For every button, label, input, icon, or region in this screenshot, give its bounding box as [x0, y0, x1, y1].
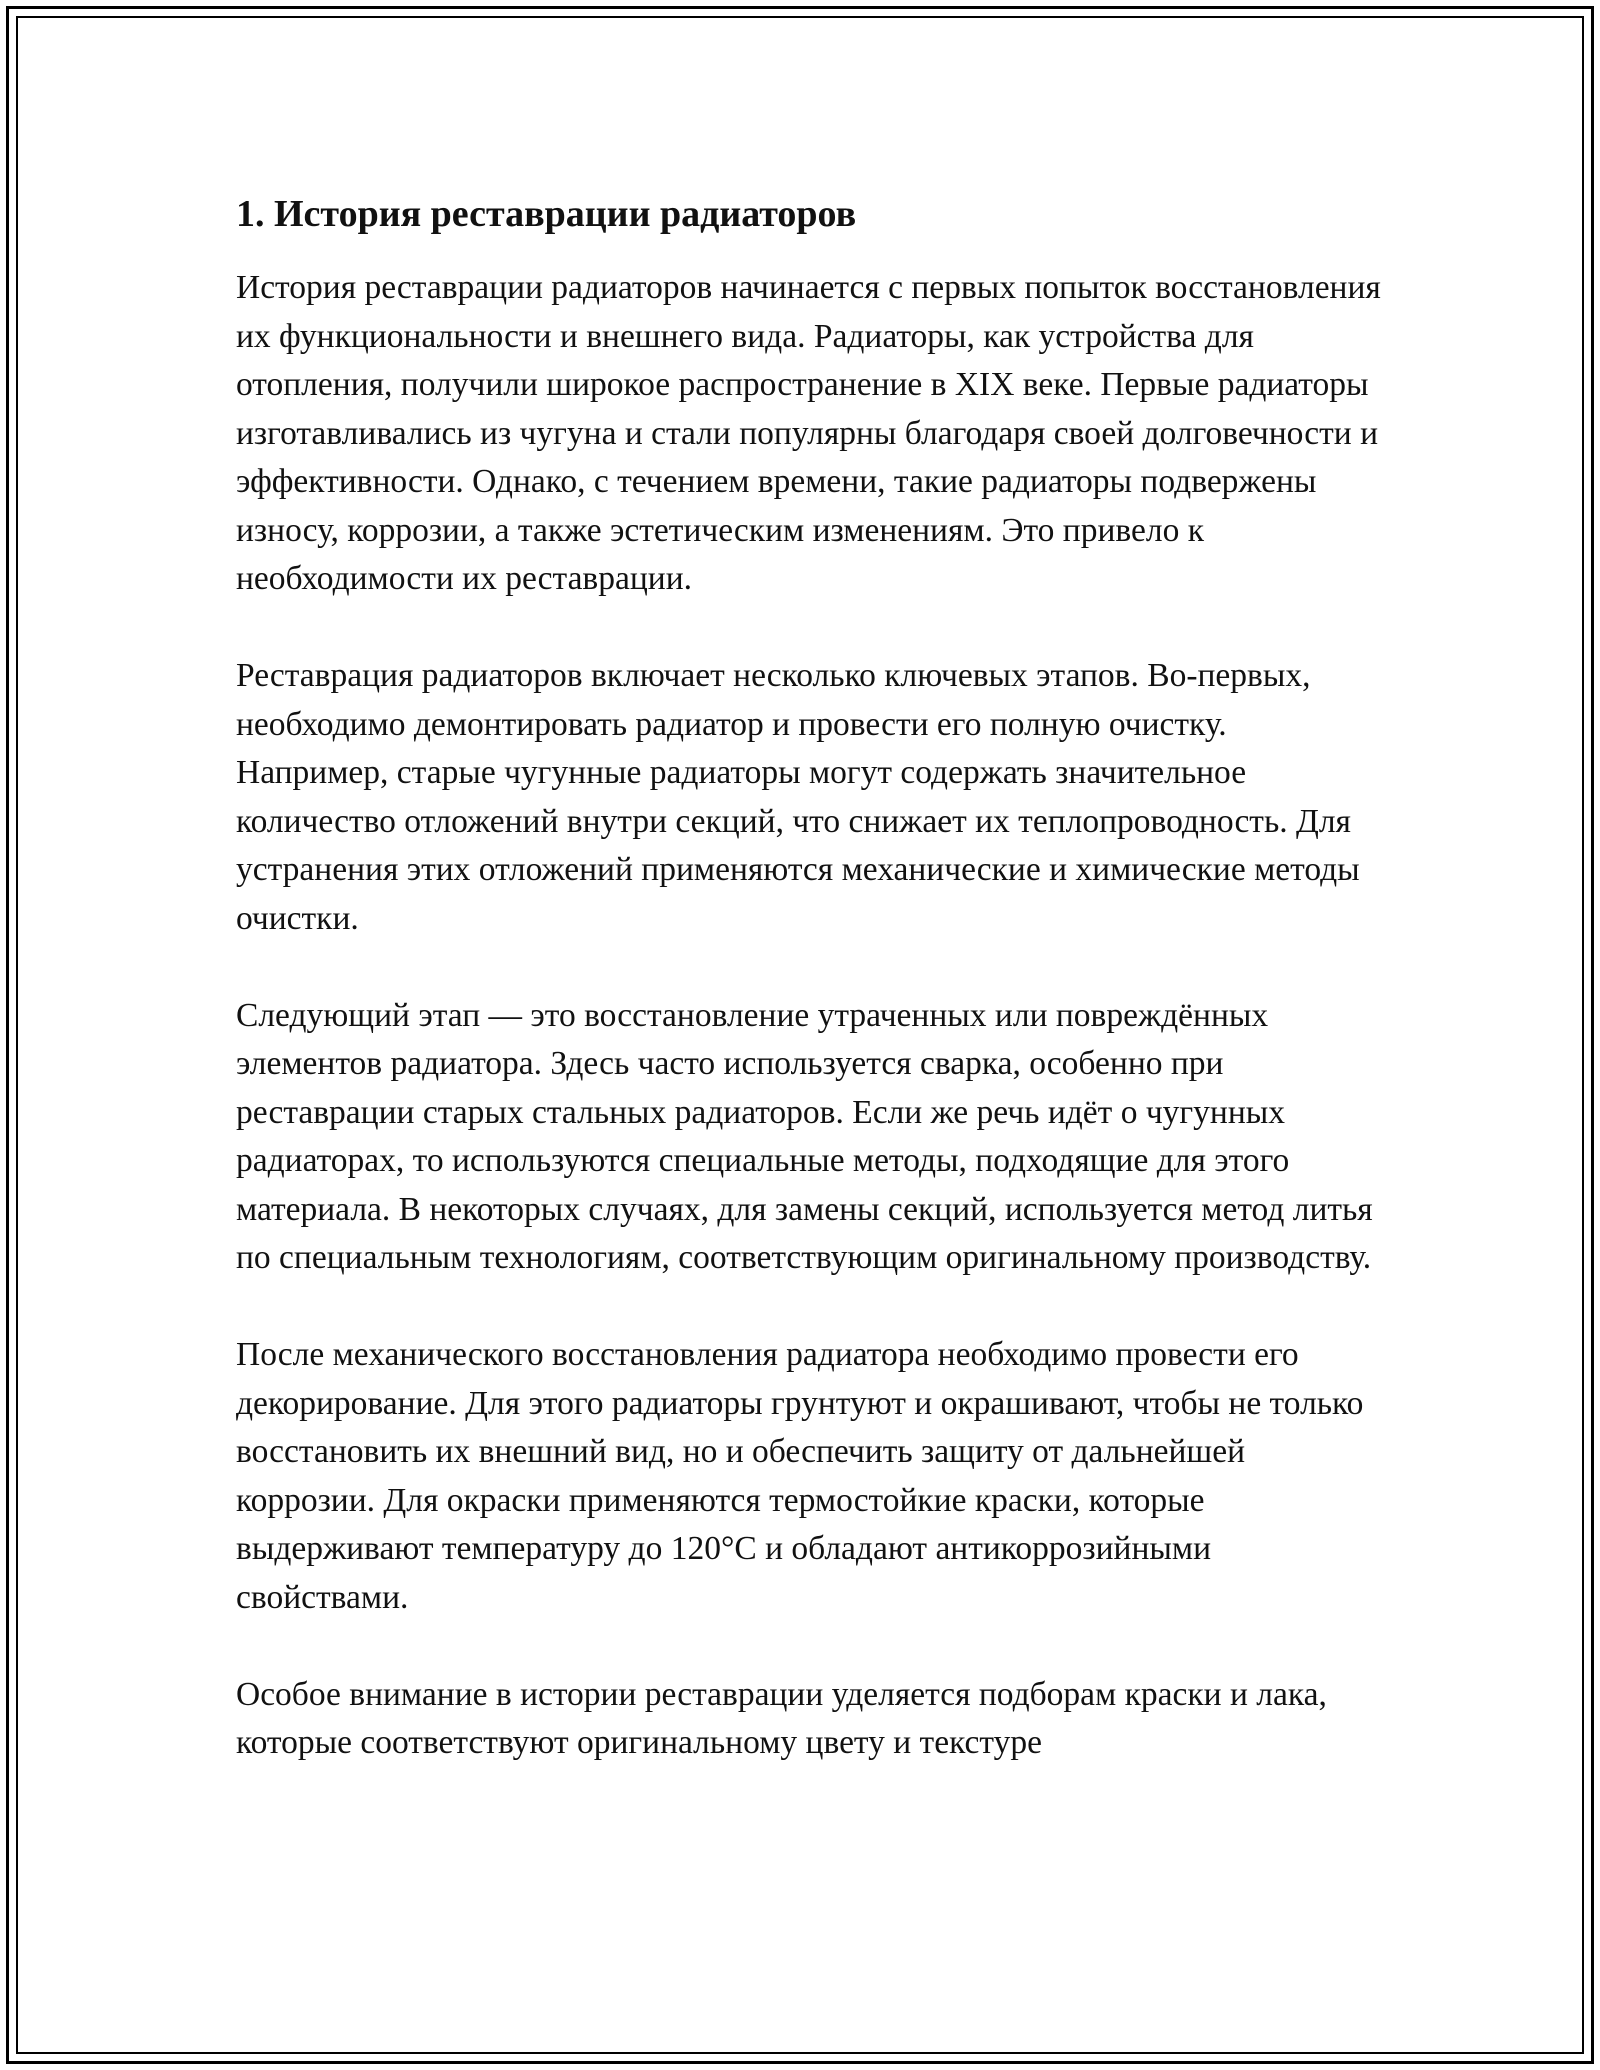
paragraph-5: Особое внимание в истории реставрации уделяется подборам краски и лака, которые соответствуют оригинальному цвету и текстуре — [236, 1675, 1327, 1761]
paragraph-1: История реставрации радиаторов начинается с первых попыток восстановления их функциональности и внешнего вида. Радиаторы, как устройства для отопления, получили широкое распространение в XIX веке. Первые радиаторы изготавливались из чугуна и стали популярны благодаря своей долговечности и эффективности. Однако, с течением времени, такие радиаторы подвержены износу, коррозии, а также эстетическим изменениям. Это привело к необходимости их реставрации. — [236, 269, 1381, 597]
section-heading: 1. История реставрации радиаторов — [236, 193, 857, 235]
paragraph-2: Реставрация радиаторов включает несколько ключевых этапов. Во-первых, необходимо демонтировать радиатор и провести его полную очистку. Например, старые чугунные радиаторы могут содержать значительное количество отложений внутри секций, что снижает их теплопроводность. Для устранения этих отложений применяются механические и химические методы очистки. — [236, 657, 1360, 937]
paragraph-3: Следующий этап — это восстановление утраченных или повреждённых элементов радиатора. Здесь часто используется сварка, особенно при реставрации старых стальных радиаторов. Если же речь идёт о чугунных радиаторах, то используются специальные методы, подходящие для этого материала. В некоторых случаях, для замены секций, используется метод литья по специальным технологиям, соответствующим оригинальному производству. — [236, 996, 1373, 1276]
paragraph-4: После механического восстановления радиатора необходимо провести его декорирование. Для этого радиаторы грунтуют и окрашивают, чтобы не только восстановить их внешний вид, но и обеспечить защиту от дальнейшей коррозии. Для окраски применяются термостойкие краски, которые выдерживают температуру до 120°C и обладают антикоррозийными свойствами. — [236, 1336, 1364, 1616]
document-body — [236, 186, 1386, 1816]
